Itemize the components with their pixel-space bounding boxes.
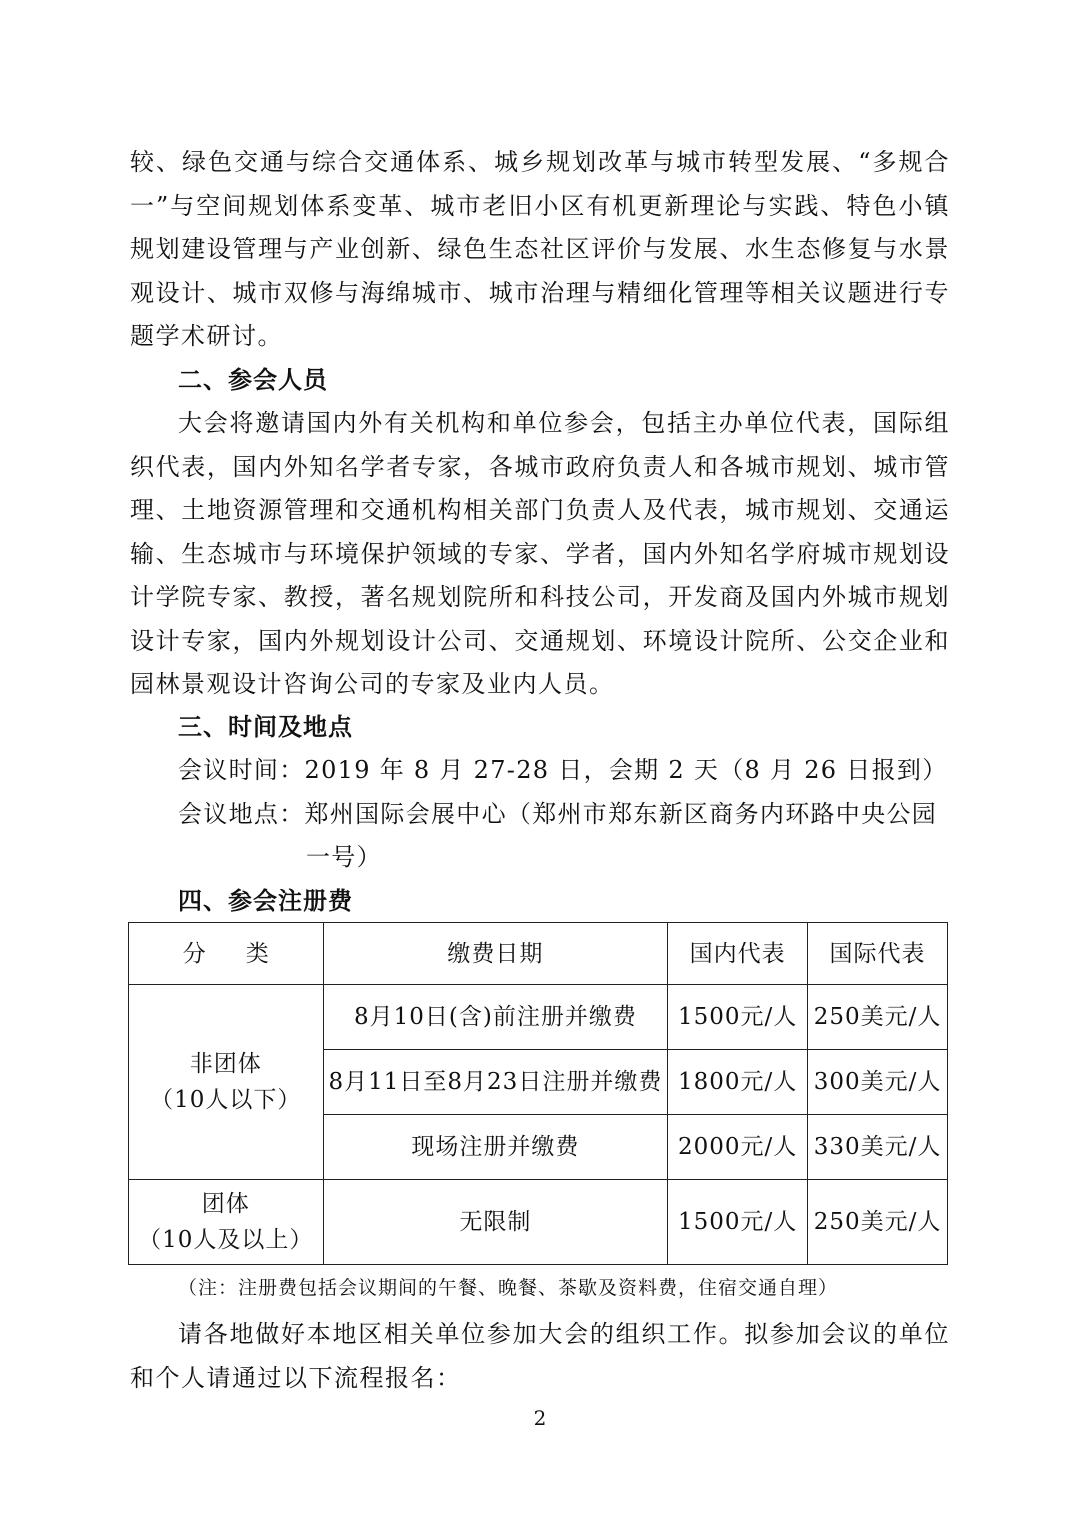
payment-date-cell: 8月10日(含)前注册并缴费 [323, 985, 668, 1050]
table-row [129, 985, 948, 1050]
topics-paragraph: 较、绿色交通与综合交通体系、城乡规划改革与城市转型发展、“多规合一”与空间规划体系变革、城市老旧小区有机更新理论与实践、特色小镇规划建设管理与产业创新、绿色生态社区评价与发展、水生态修复与水景观设计、城市双修与海绵城市、城市治理与精细化管理等相关议题进行专题学术研讨。 [130, 148, 950, 350]
section-heading-attendees: 二、参会人员 [178, 366, 328, 394]
international-fee-cell: 300美元/人 [808, 1050, 948, 1115]
international-fee-cell: 330美元/人 [808, 1115, 948, 1180]
payment-date-cell: 现场注册并缴费 [323, 1115, 668, 1180]
fee-note: （注：注册费包括会议期间的午餐、晚餐、茶歇及资料费，住宿交通自理） [178, 1277, 839, 1299]
international-fee-cell: 250美元/人 [808, 985, 948, 1050]
attendees-paragraph: 大会将邀请国内外有关机构和单位参会，包括主办单位代表，国际组织代表，国内外知名学者专家，各城市政府负责人和各城市规划、城市管理、土地资源管理和交通机构相关部门负责人及代表，城市规划、交通运输、生态城市与环境保护领域的专家、学者，国内外知名学府城市规划设计学院专家、教授，著名规划院所和科技公司，开发商及国内外城市规划设计专家，国内外规划设计公司、交通规划、环境设计院所、公交企业和园林景观设计咨询公司的专家及业内人员。 [130, 409, 950, 698]
payment-date-cell: 无限制 [323, 1180, 668, 1265]
category-label: 非团体 [189, 1051, 262, 1077]
registration-fee-table [128, 922, 948, 1265]
category-sub-label: （10人及以上） [138, 1227, 314, 1253]
meeting-time-line: 会议时间：2019 年 8 月 27-28 日，会期 2 天（8 月 26 日报到） [178, 756, 948, 784]
category-sub-label: （10人以下） [150, 1087, 302, 1113]
domestic-fee-cell: 2000元/人 [668, 1115, 808, 1180]
header-domestic: 国内代表 [668, 923, 808, 985]
payment-date-cell: 8月11日至8月23日注册并缴费 [323, 1050, 668, 1115]
table-row [129, 1180, 948, 1265]
category-non-group [129, 985, 324, 1180]
section-heading-fees: 四、参会注册费 [178, 887, 353, 915]
domestic-fee-cell: 1800元/人 [668, 1050, 808, 1115]
domestic-fee-cell: 1500元/人 [668, 985, 808, 1050]
international-fee-cell: 250美元/人 [808, 1180, 948, 1265]
category-label: 团体 [201, 1191, 250, 1217]
section-heading-time-venue: 三、时间及地点 [178, 713, 353, 741]
closing-paragraph: 请各地做好本地区相关单位参加大会的组织工作。拟参加会议的单位和个人请通过以下流程报名： [130, 1320, 950, 1392]
category-group [129, 1180, 324, 1265]
meeting-venue-line-cont: 一号） [306, 843, 382, 871]
header-category: 分类 [129, 923, 324, 985]
page-number: 2 [533, 1406, 547, 1430]
domestic-fee-cell: 1500元/人 [668, 1180, 808, 1265]
header-payment-date: 缴费日期 [323, 923, 668, 985]
header-international: 国际代表 [808, 923, 948, 985]
meeting-venue-line: 会议地点：郑州国际会展中心（郑州市郑东新区商务内环路中央公园 [178, 800, 937, 828]
table-header-row [129, 923, 948, 985]
